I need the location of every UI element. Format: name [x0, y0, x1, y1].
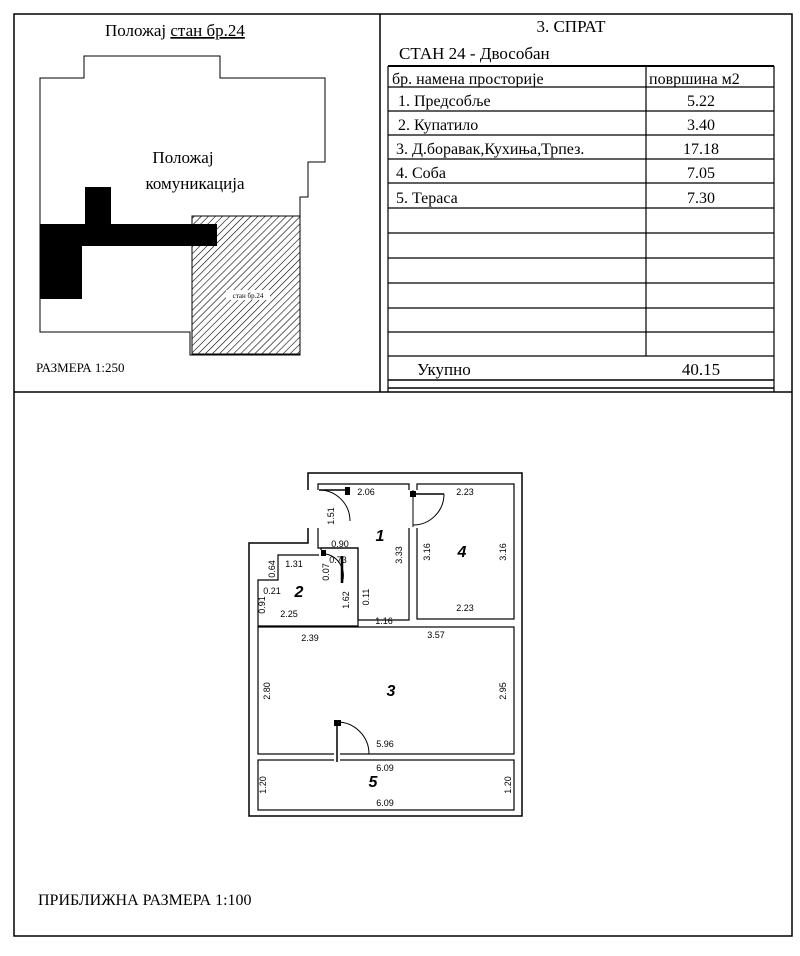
room-area-3: 17.18 — [683, 141, 719, 158]
dim-0-90: 0.90 — [331, 539, 349, 549]
dim-6-09-top: 6.09 — [376, 763, 394, 773]
header-area: површина м2 — [649, 71, 740, 88]
floor-title: 3. СПРАТ — [536, 17, 606, 36]
dim-0-64: 0.64 — [267, 560, 277, 578]
room-label-3: 3. Д.боравак,Кухиња,Трпез. — [396, 141, 585, 158]
dim-2-06: 2.06 — [357, 487, 375, 497]
room-label-1: 1. Предсобље — [398, 93, 491, 110]
corridor-block — [82, 224, 217, 246]
room-number-5: 5 — [368, 774, 378, 791]
elevator-block — [85, 187, 111, 224]
room-area-2: 3.40 — [687, 117, 715, 134]
room-area-1: 5.22 — [687, 93, 715, 110]
dim-3-16-right: 3.16 — [498, 543, 508, 561]
dim-1-31: 1.31 — [285, 559, 303, 569]
dim-0-73: 0.73 — [329, 555, 347, 565]
stair-block — [40, 224, 82, 299]
room-number-4: 4 — [457, 544, 467, 561]
room-label-2: 2. Купатило — [398, 117, 479, 134]
dim-3-16-left: 3.16 — [422, 543, 432, 561]
room-label-4: 4. Соба — [396, 165, 446, 182]
dim-1-20-right: 1.20 — [503, 776, 513, 794]
dim-1-62: 1.62 — [341, 591, 351, 609]
info-panel — [388, 17, 774, 392]
room-number-2: 2 — [294, 584, 304, 601]
room-number-3: 3 — [386, 683, 396, 700]
dim-5-96: 5.96 — [376, 739, 394, 749]
dim-0-21: 0.21 — [263, 586, 281, 596]
room-area-5: 7.30 — [687, 190, 715, 207]
dim-6-09-bottom: 6.09 — [376, 798, 394, 808]
plan-scale: ПРИБЛИЖНА РАЗМЕРА 1:100 — [38, 892, 252, 909]
total-label: Укупно — [417, 360, 471, 379]
room-area-4: 7.05 — [687, 165, 715, 182]
header-room: бр. намена просторије — [392, 71, 544, 88]
location-scale: РАЗМЕРА 1:250 — [36, 360, 125, 375]
apartment-title: СТАН 24 - Двособан — [399, 44, 550, 63]
dim-0-11: 0.11 — [361, 588, 371, 606]
total-value: 40.15 — [681, 360, 721, 379]
floor-plan — [38, 473, 522, 909]
dim-0-91: 0.91 — [257, 596, 267, 614]
dim-3-33: 3.33 — [394, 546, 404, 564]
dim-2-23-bottom: 2.23 — [456, 603, 474, 613]
dim-3-57: 3.57 — [427, 630, 445, 640]
dim-1-20-left: 1.20 — [258, 776, 268, 794]
dim-2-39: 2.39 — [301, 633, 319, 643]
communication-label-1: Положај — [152, 148, 214, 167]
location-title: Положај стан бр.24 — [105, 21, 245, 40]
apartment-tag: стан бр.24 — [232, 292, 264, 300]
dim-2-80: 2.80 — [262, 682, 272, 700]
door-bedroom — [406, 490, 444, 528]
dim-1-16: 1.16 — [375, 616, 393, 626]
room-number-1: 1 — [375, 528, 385, 545]
dim-2-23-top: 2.23 — [456, 487, 474, 497]
dim-2-95: 2.95 — [498, 682, 508, 700]
location-panel — [36, 21, 325, 375]
door-terrace — [334, 720, 369, 764]
communication-label-2: комуникација — [145, 174, 245, 193]
dim-1-51: 1.51 — [326, 507, 336, 525]
room-label-5: 5. Тераса — [396, 190, 458, 207]
room-table-grid — [388, 66, 774, 392]
dim-2-25: 2.25 — [280, 609, 298, 619]
dim-0-07: 0.07 — [321, 563, 331, 581]
